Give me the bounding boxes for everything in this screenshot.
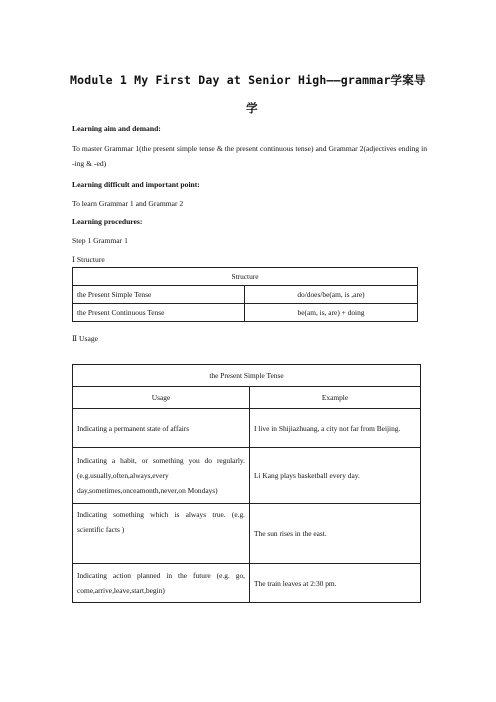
table-row	[73, 448, 421, 504]
example-column-header: Example	[250, 387, 421, 409]
usage-column-header: Usage	[73, 387, 250, 409]
table-cell: be(am, is, are) + doing	[245, 304, 418, 322]
procedures-heading: Learning procedures:	[72, 217, 143, 226]
usage-label: Ⅱ Usage	[72, 334, 99, 343]
structure-table	[72, 267, 418, 322]
difficult-text: To learn Grammar 1 and Grammar 2	[72, 199, 184, 208]
structure-label: Ⅰ Structure	[72, 255, 105, 264]
table-row	[73, 564, 421, 603]
aim-text: To master Grammar 1(the present simple tense & the present continuous tense) and Grammar 2(adjectives ending in -ing & -ed)	[72, 144, 427, 168]
table-cell: do/does/be(am, is ,are)	[245, 286, 418, 304]
table-cell: Li Kang plays basketball every day.	[250, 448, 421, 504]
table-row	[73, 387, 421, 409]
step1-label: Step 1 Grammar 1	[72, 236, 128, 245]
table-cell: The sun rises in the east.	[250, 504, 421, 564]
table-cell: the Present Continuous Tense	[73, 304, 245, 322]
table-row	[73, 409, 421, 448]
table-cell: The train leaves at 2:30 pm.	[250, 564, 421, 603]
table-cell: Indicating something which is always true. (e.g. scientific facts )	[73, 504, 250, 564]
table-cell: I live in Shijiazhuang, a city not far from Beijing.	[250, 409, 421, 448]
table-row	[73, 365, 421, 387]
title-line-2: 学	[246, 101, 258, 115]
table-cell: Indicating a permanent state of affairs	[73, 409, 250, 448]
table-row	[73, 304, 418, 322]
title-line-1: Module 1 My First Day at Senior High——grammar学案导	[70, 73, 426, 87]
table-row	[73, 268, 418, 286]
usage-table	[72, 364, 421, 603]
structure-header: Structure	[73, 268, 418, 286]
table-cell: Indicating action planned in the future (e.g. go, come,arrive,leave,start,begin)	[73, 564, 250, 603]
usage-table-title: the Present Simple Tense	[73, 365, 421, 387]
table-row	[73, 286, 418, 304]
difficult-heading: Learning difficult and important point:	[72, 180, 200, 189]
table-cell: Indicating a habit, or something you do regularly.(e.g.usually,often,always,every day,sometimes,onceamonth,never,on Mondays)	[73, 448, 250, 504]
aim-heading: Learning aim and demand:	[72, 124, 161, 133]
table-row	[73, 504, 421, 564]
page-title	[70, 66, 434, 122]
table-cell: the Present Simple Tense	[73, 286, 245, 304]
